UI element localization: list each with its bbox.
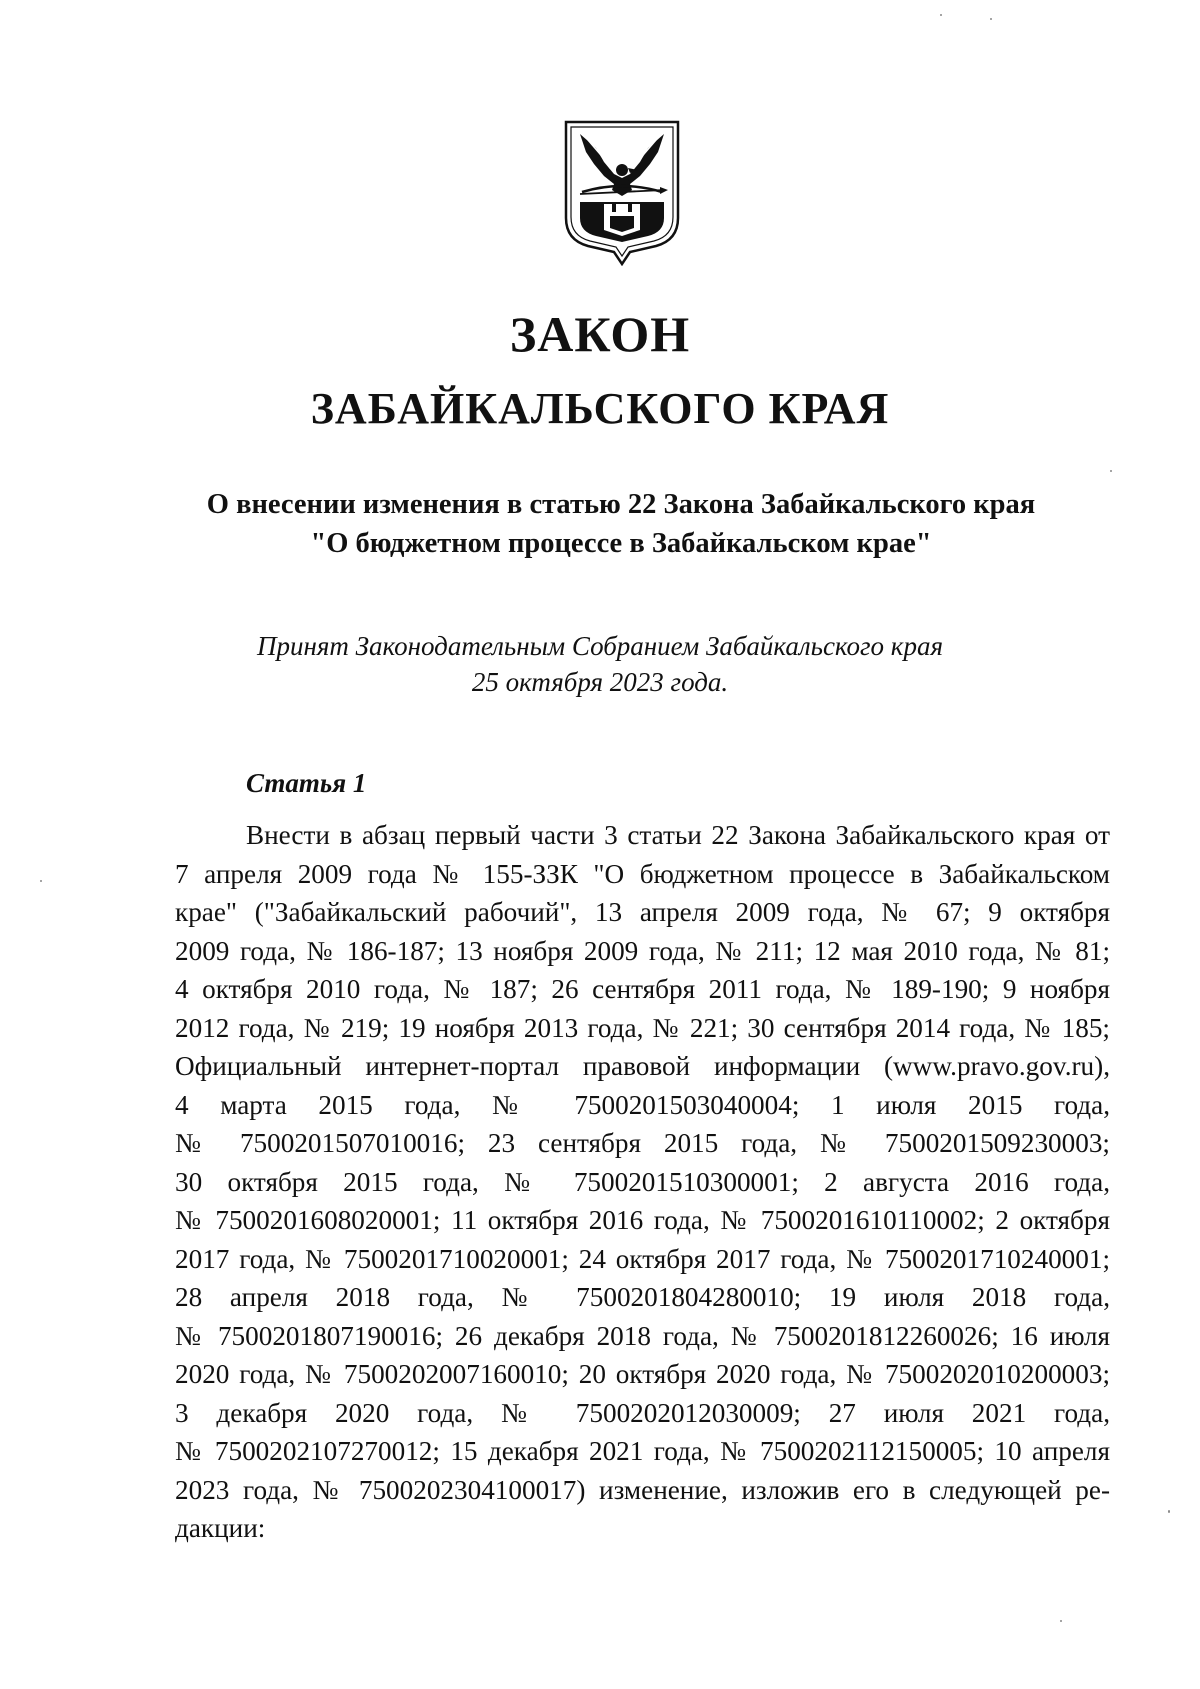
article-body-line: 28 апреля 2018 года, № 7500201804280010; 19 июля 2018 года, [175,1282,1110,1312]
article-body-line: 2009 года, № 186-187; 13 ноября 2009 года, № 211; 12 мая 2010 года, № 81; [175,935,1110,966]
law-subject-line: О внесении изменения в статью 22 Закона Забайкальского края [206,489,1036,520]
scan-artifact [1110,470,1112,472]
article-body-line: 2017 года, № 7500201710020001; 24 октября 2017 года, № 7500201710240001; [175,1243,1110,1274]
article-body-line: № 7500201807190016; 26 декабря 2018 года, № 7500201812260026; 16 июля [175,1320,1110,1351]
adoption-note-line: Принят Законодательным Собранием Забайкальского края [256,631,943,661]
article-body-line: 2012 года, № 219; 19 ноября 2013 года, № 221; 30 сентября 2014 года, № 185; [175,1012,1110,1043]
article-body-line: № 7500201507010016; 23 сентября 2015 года, № 7500201509230003; [175,1128,1110,1158]
article-body-line: 7 апреля 2009 года № 155-ЗЗК "О бюджетном процессе в Забайкальском [175,858,1110,889]
law-region-title: ЗАБАЙКАЛЬСКОГО КРАЯ [310,384,890,433]
law-subject [0,485,1200,563]
article-body [175,816,1110,1548]
article-body-line: 3 декабря 2020 года, № 7500202012030009; 27 июля 2021 года, [175,1397,1110,1428]
article-body-line: 2020 года, № 7500202007160010; 20 октября 2020 года, № 7500202010200003; [175,1359,1110,1389]
article-body-line: Официальный интернет-портал правовой информации (www.pravo.gov.ru), [175,1051,1110,1081]
scan-artifact [40,880,42,882]
scan-artifact [940,14,942,16]
adoption-note [0,628,1200,700]
law-subject-line: "О бюджетном процессе в Забайкальском крае" [310,528,932,559]
scan-artifact [990,18,992,20]
article-body-line: 4 марта 2015 года, № 7500201503040004; 1 июля 2015 года, [175,1089,1110,1120]
article-body-line: крае" ("Забайкальский рабочий", 13 апреля 2009 года, № 67; 9 октября [175,897,1110,927]
adoption-date: 25 октября 2023 года. [471,667,729,697]
scan-artifact [1060,1620,1062,1622]
article-body-line: Внести в абзац первый части 3 статьи 22 Закона Забайкальского края от [246,820,1110,850]
law-title: ЗАКОН [509,306,691,362]
coat-of-arms-emblem [560,118,684,266]
article-body-line: 4 октября 2010 года, № 187; 26 сентября 2011 года, № 189-190; 9 ноября [175,974,1110,1004]
article-body-line: дакции: [175,1513,266,1543]
article-body-line: 30 октября 2015 года, № 7500201510300001; 2 августа 2016 года, [175,1166,1110,1197]
article-body-line: № 7500202107270012; 15 декабря 2021 года, № 7500202112150005; 10 апреля [175,1436,1110,1466]
scan-artifact [1168,1510,1170,1513]
article-body-line: 2023 года, № 7500202304100017) изменение, изложив его в следующей ре- [175,1474,1110,1505]
article-body-line: № 7500201608020001; 11 октября 2016 года, № 7500201610110002; 2 октября [175,1205,1110,1235]
article-heading: Статья 1 [246,768,367,798]
